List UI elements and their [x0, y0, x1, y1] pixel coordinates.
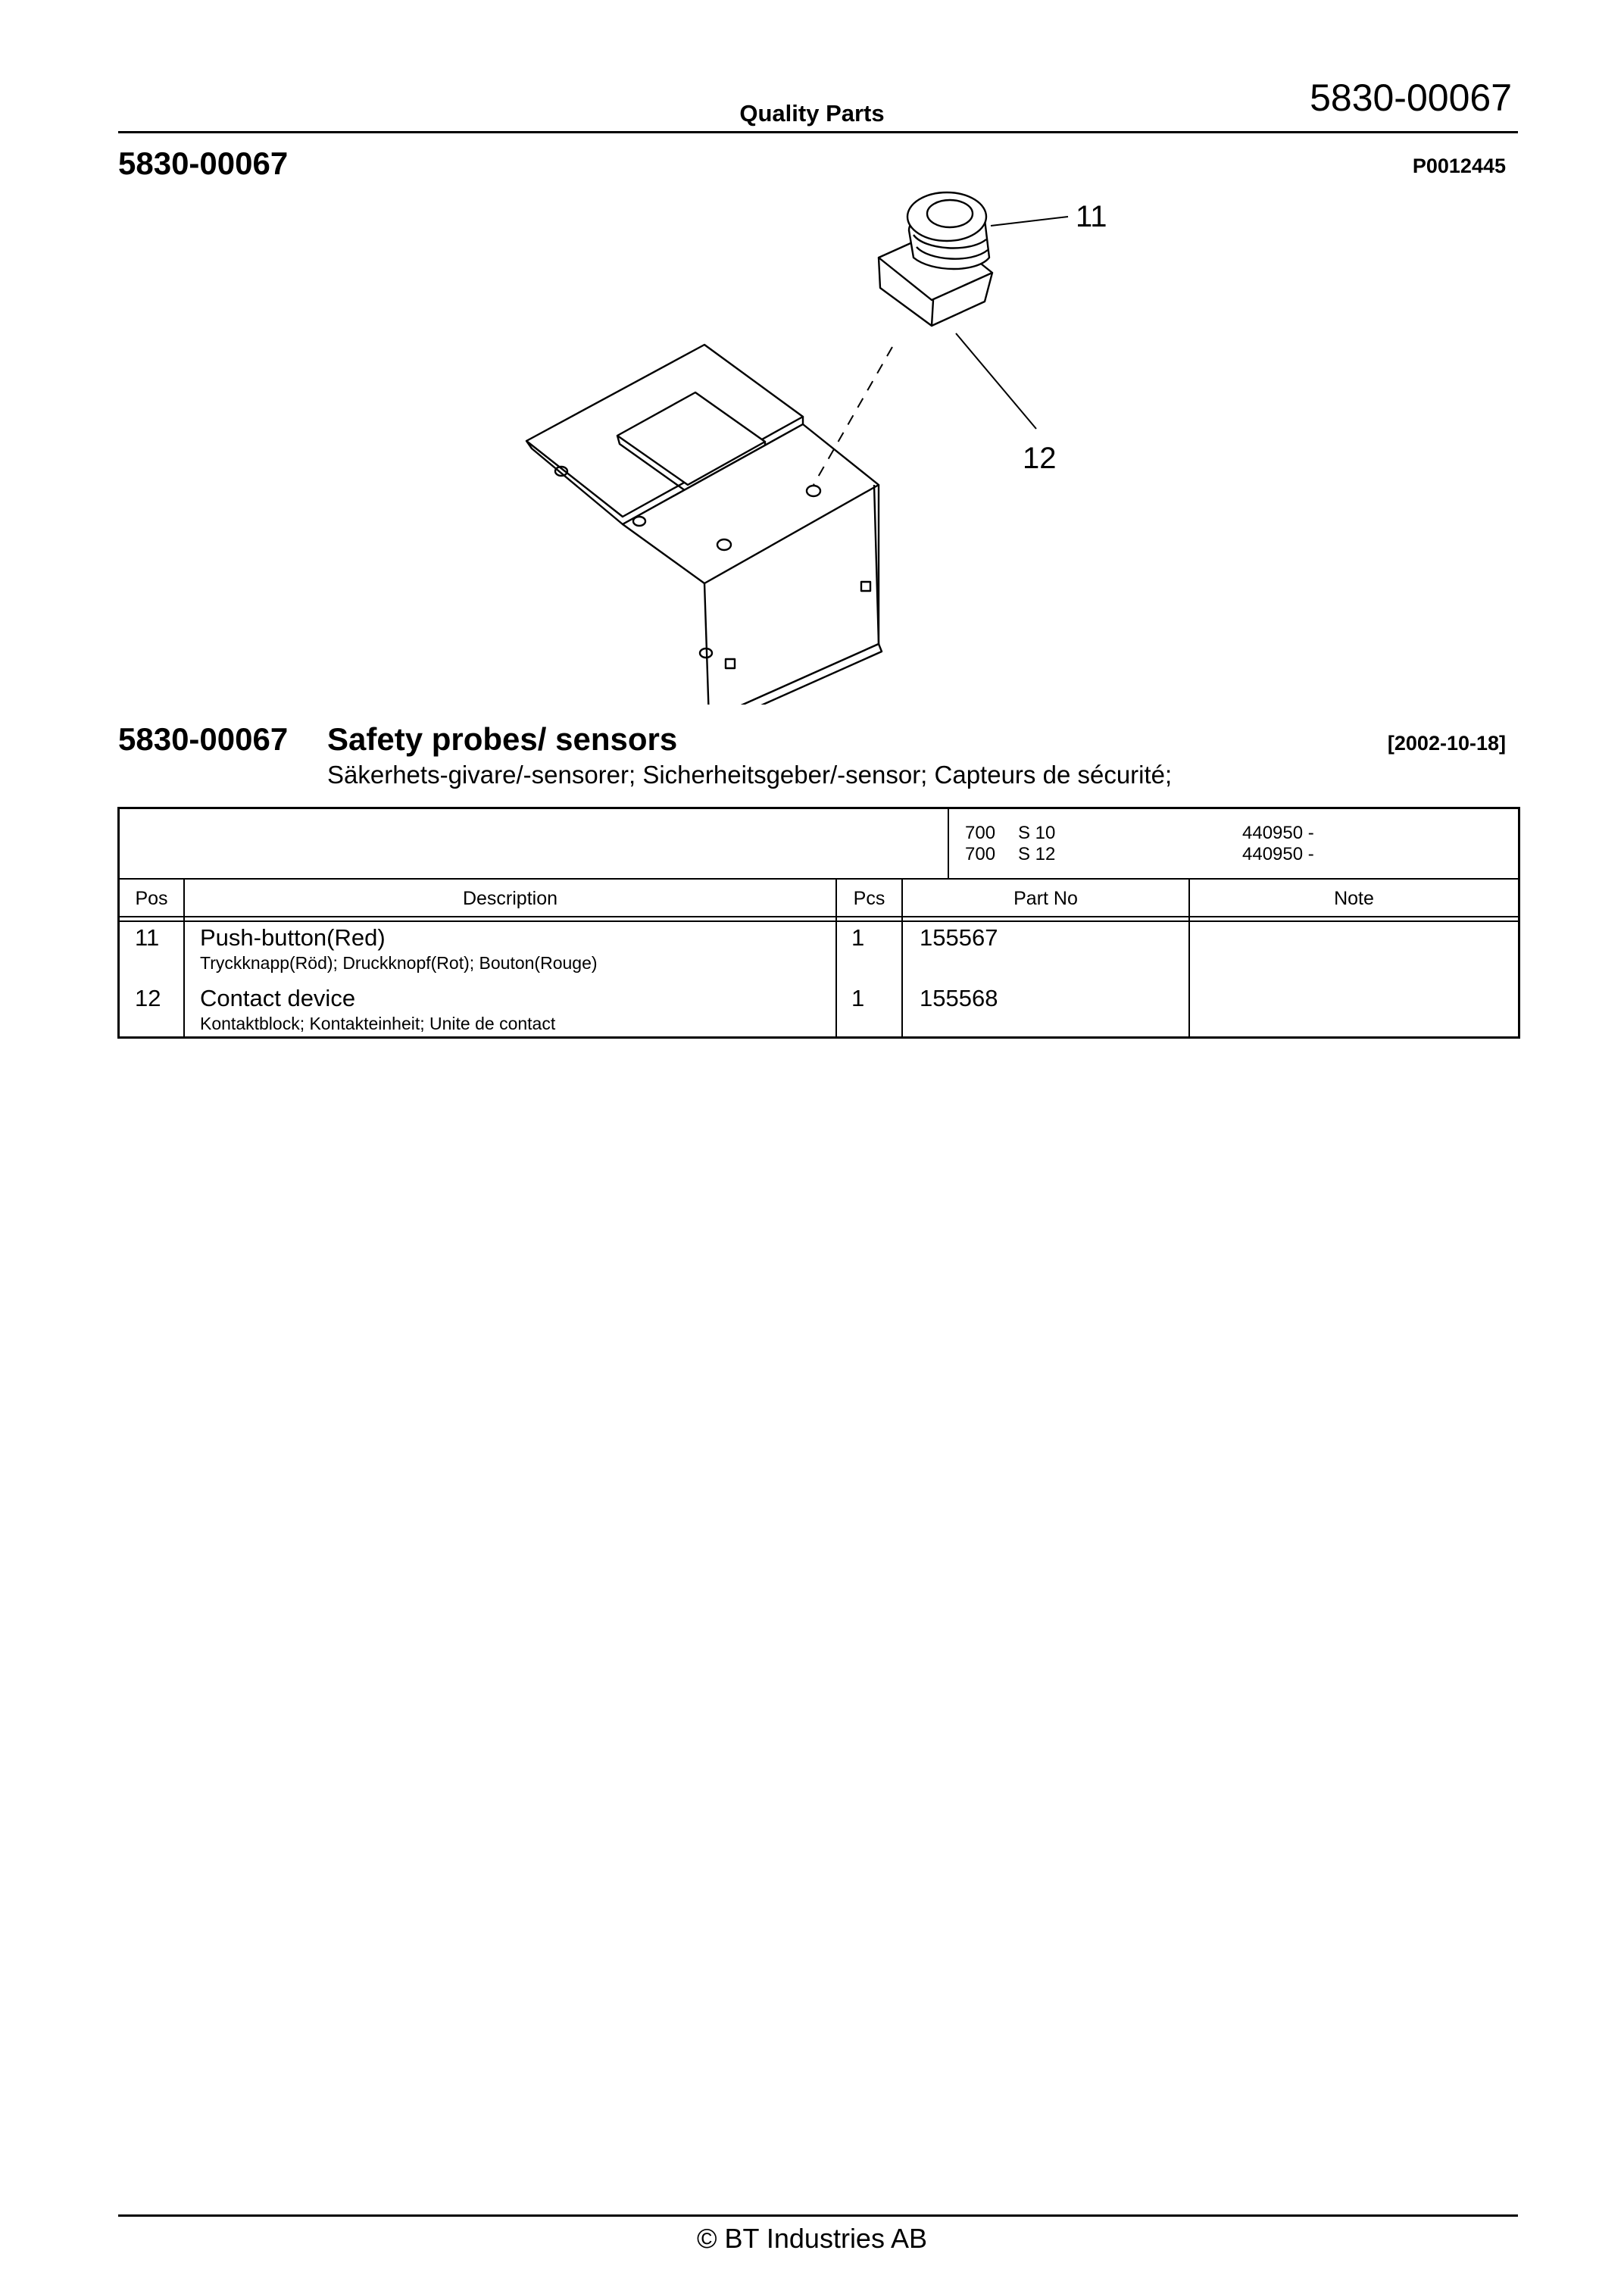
applicability-serial: 440950 -: [1242, 844, 1314, 864]
callout-11: 11: [1076, 200, 1107, 233]
title-date: [2002-10-18]: [1387, 732, 1506, 755]
table-row: [120, 983, 1518, 1038]
applicability-model: 700: [965, 844, 996, 864]
row-part-no: 155567: [920, 924, 998, 951]
row-pcs: 1: [851, 924, 865, 951]
header-divider: [118, 131, 1518, 133]
document-number: 5830-00067: [1310, 77, 1512, 119]
bracket-plate: [526, 345, 882, 705]
leader-line-11: [991, 217, 1068, 226]
row-translation: Kontaktblock; Kontakteinheit; Unite de contact: [200, 1014, 556, 1033]
column-header-pcs: Pcs: [853, 888, 885, 909]
row-description: Push-button(Red): [200, 924, 386, 951]
title-part-name: Safety probes/ sensors: [327, 721, 678, 757]
title-translations: Säkerhets-givare/-sensorer; Sicherheitsgeber/-sensor; Capteurs de sécurité;: [327, 761, 1173, 789]
callout-12: 12: [1023, 442, 1057, 475]
title-part-number: 5830-00067: [118, 721, 289, 757]
table-row: [120, 923, 1518, 982]
applicability-series: S 12: [1018, 844, 1056, 864]
row-description: Contact device: [200, 985, 356, 1011]
parts-diagram: [485, 174, 1166, 705]
column-header-note: Note: [1334, 888, 1374, 909]
row-pcs: 1: [851, 985, 865, 1011]
applicability-serial: 440950 -: [1242, 823, 1314, 843]
row-pos: 11: [135, 924, 160, 951]
applicability-series: S 10: [1018, 823, 1056, 843]
row-pos: 12: [135, 985, 161, 1011]
header-title: Quality Parts: [739, 100, 885, 127]
figure-reference: P0012445: [1412, 155, 1506, 177]
column-header-part-no: Part No: [1013, 888, 1078, 909]
section-number: 5830-00067: [118, 145, 289, 181]
leader-line-12: [956, 333, 1036, 429]
footer-copyright: © BT Industries AB: [697, 2223, 927, 2254]
column-header-pos: Pos: [135, 888, 168, 909]
parts-table: [117, 807, 1520, 1039]
push-button-assembly: [879, 192, 992, 326]
footer-divider: [118, 2214, 1518, 2217]
column-header-description: Description: [462, 888, 558, 909]
row-part-no: 155568: [920, 985, 998, 1011]
applicability-model: 700: [965, 823, 996, 843]
row-translation: Tryckknapp(Röd); Druckknopf(Rot); Bouton(Rouge): [200, 953, 598, 973]
